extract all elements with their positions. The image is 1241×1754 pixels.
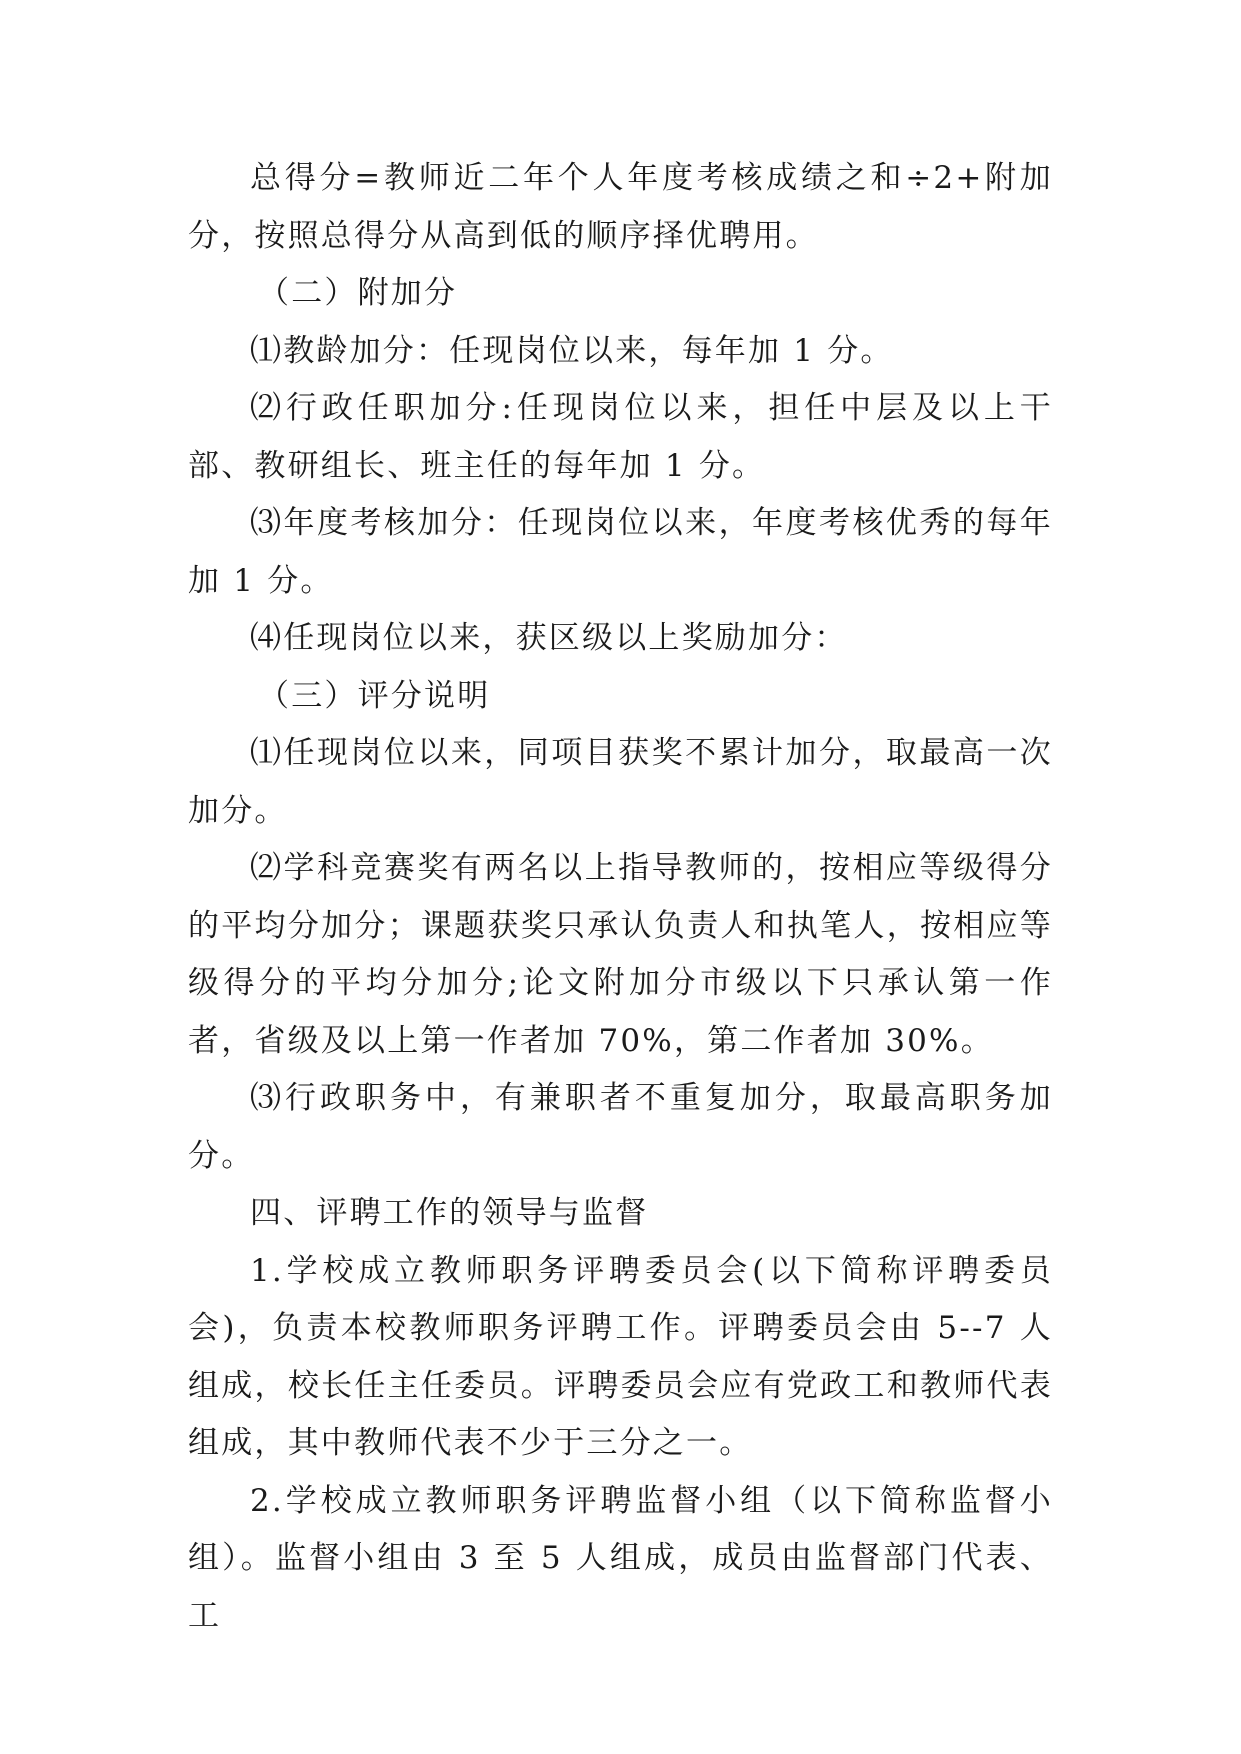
paragraph-concurrent-posts: ⑶行政职务中，有兼职者不重复加分，取最高职务加分。 xyxy=(188,1080,1053,1174)
paragraph-district-awards: ⑷任现岗位以来，获区级以上奖励加分： xyxy=(250,620,848,656)
document-body xyxy=(188,150,1053,1645)
paragraph-supervision-group: 2.学校成立教师职务评聘监督小组（以下简称监督小组）。监督小组由 3 至 5 人组成，成员由监督部门代表、工 xyxy=(188,1482,1053,1634)
heading-bonus-points: （二）附加分 xyxy=(258,275,458,311)
paragraph-teaching-years: ⑴教龄加分：任现岗位以来，每年加 1 分。 xyxy=(250,332,894,369)
paragraph-administrative-post: ⑵行政任职加分:任现岗位以来，担任中层及以上干部、教研组长、班主任的每年加 1 分。 xyxy=(188,390,1053,484)
heading-scoring-notes: （三）评分说明 xyxy=(258,677,491,714)
paragraph-total-score: 总得分=教师近二年个人年度考核成绩之和÷2+附加分，按照总得分从高到低的顺序择优聘用。 xyxy=(188,160,1053,254)
paragraph-annual-assessment: ⑶年度考核加分：任现岗位以来，年度考核优秀的每年加 1 分。 xyxy=(188,505,1053,599)
heading-leadership-supervision: 四、评聘工作的领导与监督 xyxy=(250,1195,649,1231)
paragraph-committee: 1.学校成立教师职务评聘委员会(以下简称评聘委员会)，负责本校教师职务评聘工作。评聘委员会由 5--7 人组成，校长任主任委员。评聘委员会应有党政工和教师代表组成，其中教师代表不少于三分之一。 xyxy=(188,1252,1053,1461)
paragraph-same-award: ⑴任现岗位以来，同项目获奖不累计加分，取最高一次加分。 xyxy=(188,735,1053,829)
paragraph-competition-awards: ⑵学科竞赛奖有两名以上指导教师的，按相应等级得分的平均分加分；课题获奖只承认负责人和执笔人，按相应等级得分的平均分加分;论文附加分市级以下只承认第一作者，省级及以上第一作者加 70%，第二作者加 30%。 xyxy=(188,850,1053,1059)
